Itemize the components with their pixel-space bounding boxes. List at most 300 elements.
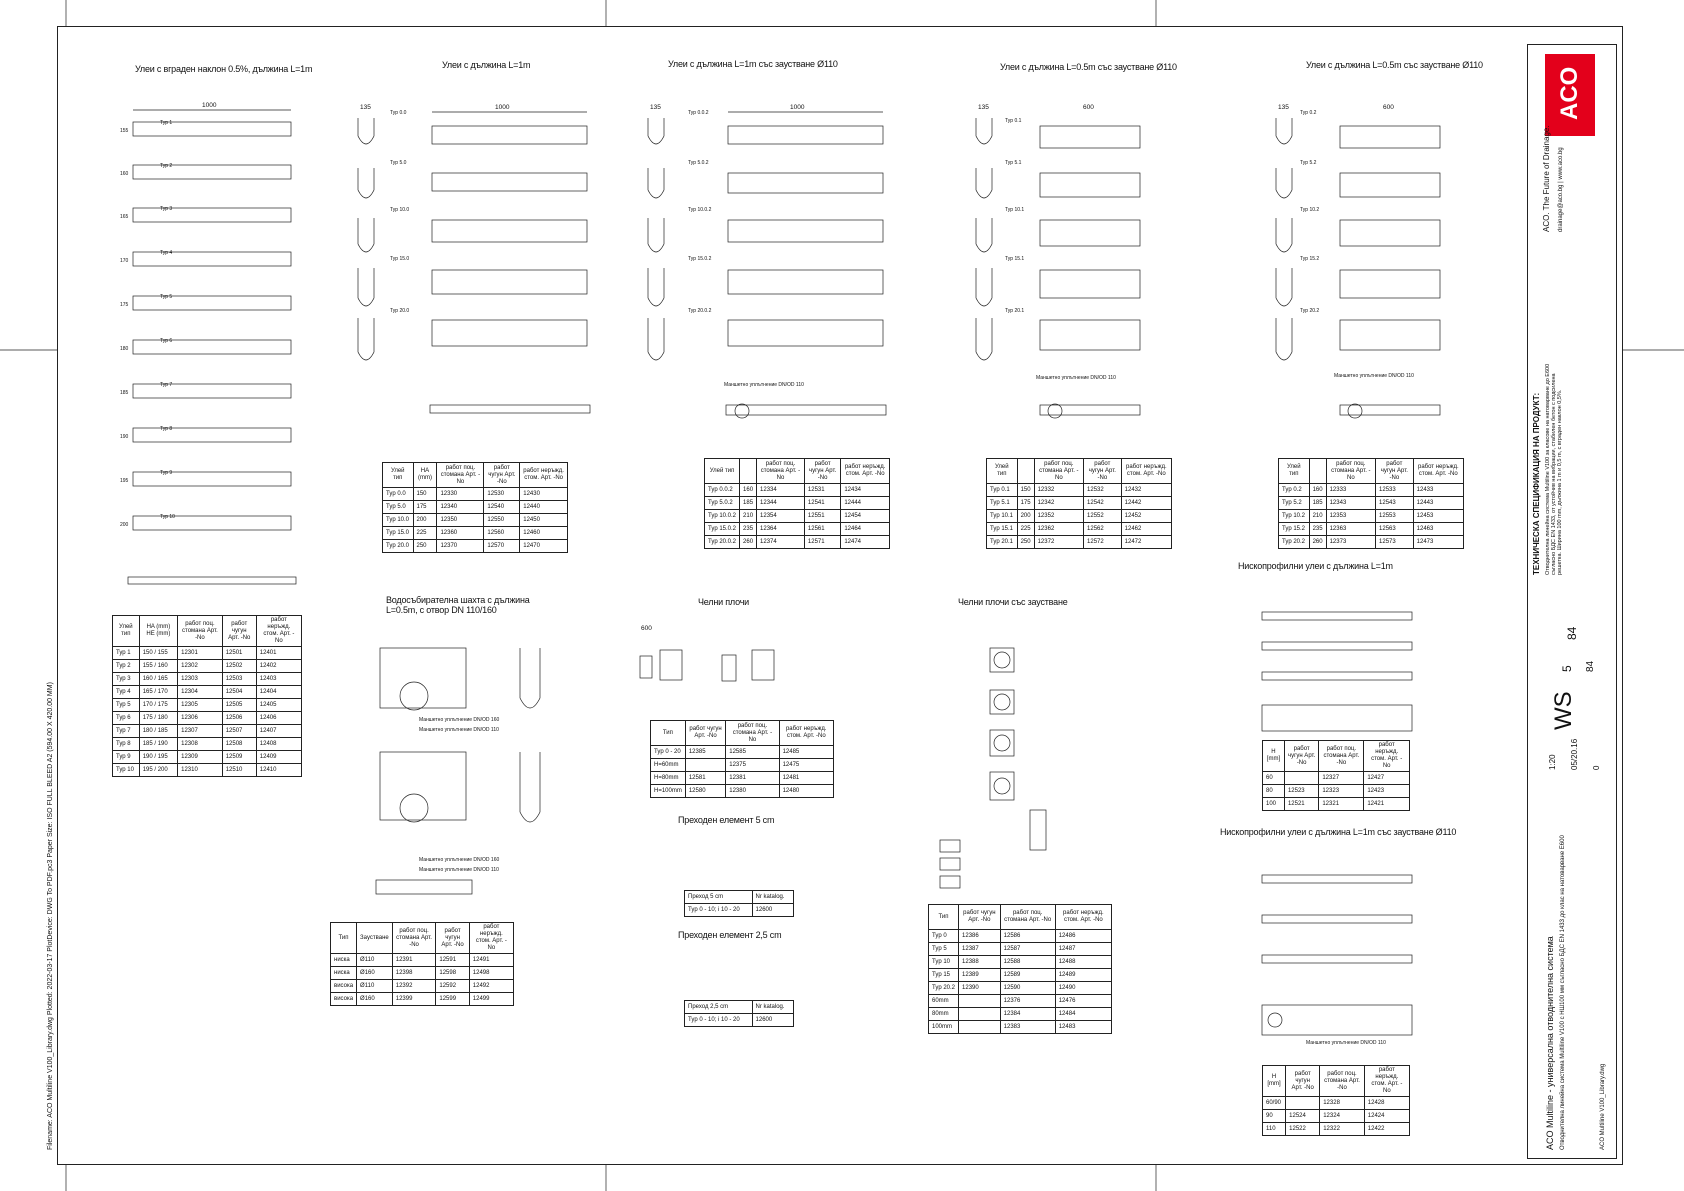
table-cell: 12563 [1376,523,1414,536]
tagline: ACO. The Future of Drainage. [1542,125,1551,232]
dim-600-shaft: 600 [641,625,652,632]
table-cell: 12586 [1000,930,1055,943]
table-row [651,746,834,759]
table-row [113,751,302,764]
table-cell: 12410 [256,764,301,777]
table-cell: 80 [1263,785,1285,798]
table-cell: 12323 [1319,785,1364,798]
table-cell: 12302 [178,660,223,673]
table-cell: Typ 20.0.2 [705,536,740,549]
type-label: Тур 8 [160,426,173,432]
spec-heading: ТЕХНИЧЕСКА СПЕЦИФИКАЦИЯ НА ПРОДУКТ: [1532,392,1541,575]
table-row [929,995,1112,1008]
table-cell: 210 [1309,510,1326,523]
table-cell: 12541 [804,497,840,510]
table-cell: 150 [413,488,437,501]
type-label: Тур 3 [160,206,173,212]
table-cell: 12485 [779,746,833,759]
table-cell: 12540 [484,501,520,514]
table-header-row: Тип работ чугун Арт. -No работ поц. стомана Арт. -No работ неръжд. стом. Арт. -No [651,721,834,746]
gasket-label: Маншетно уплътнение DN/OD 110 [1306,1040,1386,1046]
table-cell: 12444 [841,497,890,510]
table-row [331,954,514,967]
gasket-label: Маншетно уплътнение DN/OD 110 [419,727,499,733]
table-cell: ниска [331,954,357,967]
table-cell: 250 [1017,536,1034,549]
table-cell: 12498 [469,967,513,980]
table-row [1263,1123,1410,1136]
gasket-label: Маншетно уплътнение DN/OD 110 [1036,375,1116,381]
table-cell: Typ 0.0 [383,488,414,501]
table-cell: 12422 [1364,1123,1409,1136]
table-row [113,764,302,777]
table-cell: 200 [413,514,437,527]
table-cell: 12389 [959,969,1001,982]
table-cell: 12532 [1084,484,1122,497]
table-cell: 12406 [256,712,301,725]
table-header-row: Улей тип HA (mm) HE (mm) работ поц. стомана Арт. -No работ чугун Арт. -No работ неръжд. стом. Арт. -No [113,616,302,647]
table-cell: 12303 [178,673,223,686]
table-cell: 12333 [1326,484,1375,497]
dim-600-c5: 600 [1383,104,1394,111]
table-cell: 80mm [929,1008,959,1021]
table-cell: 12321 [1319,798,1364,811]
dim-135-c5: 135 [1278,104,1289,111]
table-cell: 155 / 160 [139,660,177,673]
title-endplates: Челни плочи [698,597,750,607]
table-cell: Typ 0 [929,930,959,943]
table-row [929,1008,1112,1021]
type-label: Typ 15.0 [390,256,410,262]
table-cell: Typ 20.1 [987,536,1018,549]
table-cell [959,995,1001,1008]
table-cell: Typ 10.0.2 [705,510,740,523]
type-label: Typ 5.0.2 [688,160,709,166]
table-cell: 12588 [1000,956,1055,969]
table-cell: 12502 [222,660,256,673]
table-cell: 12307 [178,725,223,738]
table-row [987,523,1172,536]
table-cell: Typ 0 - 10; i 10 - 20 [685,1014,753,1027]
table-cell: 12492 [469,980,513,993]
table-cell: Typ 20.2 [929,982,959,995]
table-cell: 12507 [222,725,256,738]
table-cell: 12452 [1121,510,1171,523]
type-label: Тур 2 [160,163,173,169]
table-row [651,785,834,798]
table-cell: 12404 [256,686,301,699]
table-header-row: Тип Заустване работ поц. стомана Арт. -No работ чугун Арт. -No работ неръжд. стом. Арт. -No [331,923,514,954]
table-cell: Typ 5.0 [383,501,414,514]
table-row [1263,798,1410,811]
table-cell: 12304 [178,686,223,699]
table-endplates [650,720,834,798]
table-cell: 12472 [1121,536,1171,549]
table-l05-b [1278,458,1464,549]
table-slope [112,615,302,777]
table-l1-outlet [704,458,890,549]
table-cell: Typ 5.2 [1279,497,1310,510]
type-label: Typ 0.2 [1300,110,1317,116]
table-lowprofile-outlet [1262,1065,1410,1136]
type-label: Typ 20.2 [1300,308,1320,314]
table-cell: 12481 [779,772,833,785]
table-cell: Typ 10 [929,956,959,969]
type-label: Typ 15.0.2 [688,256,712,262]
table-shaft [330,922,514,1006]
type-label: Typ 10.2 [1300,207,1320,213]
table-row [929,1021,1112,1034]
table-cell: 12464 [841,523,890,536]
table-cell [959,1021,1001,1034]
type-label: Тур 9 [160,470,173,476]
table-cell: 12342 [1034,497,1083,510]
table-cell: 12551 [804,510,840,523]
table-cell: 12332 [1034,484,1083,497]
height-label: 190 [120,434,129,440]
table-transition-5 [684,890,794,917]
height-label: 200 [120,522,129,528]
table-row [113,673,302,686]
dim-1000-c2: 1000 [495,104,510,111]
table-cell: Тур 7 [113,725,140,738]
table-cell: 12460 [520,527,568,540]
title-l1-outlet: Улеи с дължина L=1m със заустване Ø110 [668,59,838,69]
table-cell: 12592 [436,980,469,993]
table-cell: 12334 [757,484,805,497]
height-label: 175 [120,302,129,308]
spec-text: Отводнителна линейна система Multiline V100 за класове на натоварване до E600 съгласно БДС EN 1433, от устойчив на вибрации, стабилен бетон с подсилена решетка. Ширина 100 mm, дължина 1 m и 0,5 m, с вграден наклон 0,5%. [1545,363,1563,575]
table-cell: 12408 [256,738,301,751]
table-cell: Тур 1 [113,647,140,660]
table-cell: 12560 [484,527,520,540]
table-cell: 12522 [1286,1123,1320,1136]
table-cell: 12388 [959,956,1001,969]
table-cell: 235 [740,523,757,536]
title-shaft: Водосъбирателна шахта с дължина L=0.5m, с отвор DN 110/160 [386,595,530,615]
table-row [685,1014,794,1027]
table-row [987,510,1172,523]
drawing-subtitle: Отводнителна линейна система Multiline V100 с НШ100 мм съгласно БДС EN 1433 до клас на натоварване E600 [1560,835,1566,1150]
table-header-row: Улей тип работ поц. стомана Арт. -No работ чугун Арт. -No работ неръжд. стом. Арт. -No [705,459,890,484]
table-cell: 12428 [1364,1097,1409,1110]
table-row [1279,536,1464,549]
type-label: Typ 10.1 [1005,207,1025,213]
table-cell: Ø110 [357,980,393,993]
type-label: Typ 20.0.2 [688,308,712,314]
type-label: Тур 10 [160,514,175,520]
table-cell: 195 / 200 [139,764,177,777]
table-cell: 12487 [1055,943,1111,956]
title-l05-a: Улеи с дължина L=0.5m със заустване Ø110 [1000,62,1177,72]
table-cell: 12523 [1284,785,1318,798]
table-cell: 12309 [178,751,223,764]
table-cell: 12434 [841,484,890,497]
type-label: Typ 15.1 [1005,256,1025,262]
table-endplates-outlet [928,904,1112,1034]
table-cell: Typ 0 - 20 [651,746,686,759]
table-row [705,536,890,549]
table-cell: 12363 [1326,523,1375,536]
table-row [705,497,890,510]
table-cell: 12402 [256,660,301,673]
table-cell: 12424 [1364,1110,1409,1123]
table-cell: 12580 [685,785,725,798]
table-cell: 12398 [392,967,436,980]
table-cell: 12503 [222,673,256,686]
table-cell: 12450 [520,514,568,527]
gasket-label: Маншетно уплътнение DN/OD 160 [419,717,500,723]
table-cell: Typ 5 [929,943,959,956]
table-cell: 175 [413,501,437,514]
title-block [1527,44,1617,1159]
drawing-title: ACO Multiline - универсална отводнителна система [1545,936,1555,1150]
table-cell: 250 [413,540,437,553]
table-row [1279,484,1464,497]
table-l1 [382,462,568,553]
table-header-row: Улей тип HA (mm) работ поц. стомана Арт. -No работ чугун Арт. -No работ неръжд. стом. Арт. -No [383,463,568,488]
aco-logo: ACO [1545,54,1595,136]
table-row [1279,497,1464,510]
table-cell: 12350 [437,514,484,527]
table-cell: 12476 [1055,995,1111,1008]
table-row [929,982,1112,995]
title-transition-5: Преходен елемент 5 cm [678,815,775,825]
title-slope: Улеи с вграден наклон 0.5%, дължина L=1m [135,64,313,74]
contact: drainage@aco.bg | www.aco.bg [1558,147,1564,232]
table-cell: 90 [1263,1110,1286,1123]
table-cell: 12550 [484,514,520,527]
dim-600-c4: 600 [1083,104,1094,111]
table-cell: 12484 [1055,1008,1111,1021]
table-cell: 175 / 180 [139,712,177,725]
table-cell: 12306 [178,712,223,725]
table-row [651,759,834,772]
table-cell: 12374 [757,536,805,549]
table-cell: Typ 15.1 [987,523,1018,536]
table-row [1279,523,1464,536]
table-row [113,712,302,725]
table-row [929,956,1112,969]
table-header-row: Улей тип работ поц. стомана Арт. -No работ чугун Арт. -No работ неръжд. стом. Арт. -No [1279,459,1464,484]
table-cell: Typ 15.0 [383,527,414,540]
table-cell: 12480 [779,785,833,798]
table-cell: 12542 [1084,497,1122,510]
table-row [383,527,568,540]
table-cell: 180 / 185 [139,725,177,738]
table-cell: Typ 20.2 [1279,536,1310,549]
table-cell: 12327 [1319,772,1364,785]
table-cell: 150 / 155 [139,647,177,660]
type-label: Typ 0.1 [1005,118,1022,124]
table-cell: 12499 [469,993,513,1006]
table-cell: 200 [1017,510,1034,523]
table-cell: 12421 [1364,798,1410,811]
table-cell: 12591 [436,954,469,967]
table-cell: 12376 [1000,995,1055,1008]
table-cell: 12600 [752,904,793,917]
table-cell: 12486 [1055,930,1111,943]
table-cell: 12475 [779,759,833,772]
table-cell: 160 [740,484,757,497]
height-label: 165 [120,214,129,220]
table-row [987,497,1172,510]
table-cell: 12430 [520,488,568,501]
type-label: Typ 0.0.2 [688,110,709,116]
table-cell: 12385 [685,746,725,759]
table-cell: 12509 [222,751,256,764]
table-row [383,540,568,553]
table-cell: 12372 [1034,536,1083,549]
height-label: 160 [120,171,129,177]
table-cell: 12352 [1034,510,1083,523]
table-cell: 12399 [392,993,436,1006]
table-cell: 12581 [685,772,725,785]
table-cell: Ø110 [357,954,393,967]
table-cell: Typ 5.0.2 [705,497,740,510]
table-cell: 185 [740,497,757,510]
table-row [1279,510,1464,523]
table-cell: 12440 [520,501,568,514]
table-cell: 12473 [1413,536,1463,549]
table-cell: Тур 5 [113,699,140,712]
table-row [331,980,514,993]
table-cell: H=80mm [651,772,686,785]
type-label: Typ 10.0 [390,207,410,213]
table-row [383,501,568,514]
gasket-label: Маншетно уплътнение DN/OD 110 [419,867,499,873]
table-cell: 12381 [726,772,779,785]
table-header-row: H [mm] работ чугун Арт. -No работ поц. стомана Арт. -No работ неръжд. стом. Арт. -No [1263,741,1410,772]
table-cell: 260 [1309,536,1326,549]
type-label: Typ 20.1 [1005,308,1025,314]
table-cell: 12572 [1084,536,1122,549]
table-cell: Typ 0.2 [1279,484,1310,497]
table-cell: 12330 [437,488,484,501]
table-cell: 12587 [1000,943,1055,956]
table-cell: 12510 [222,764,256,777]
table-cell: 12324 [1320,1110,1365,1123]
dim-1000-c1: 1000 [202,102,217,109]
table-cell: 12380 [726,785,779,798]
table-header-row: Преход 5 cm Nr katalog. [685,891,794,904]
table-row [383,488,568,501]
table-cell: 160 [1309,484,1326,497]
height-label: 195 [120,478,129,484]
table-row [1263,772,1410,785]
table-cell: 12401 [256,647,301,660]
table-cell: 12590 [1000,982,1055,995]
table-row [113,738,302,751]
type-label: Тур 6 [160,338,173,344]
table-cell: 12354 [757,510,805,523]
table-cell: 160 / 165 [139,673,177,686]
table-row [113,699,302,712]
table-cell: 12423 [1364,785,1410,798]
table-cell: 12433 [1413,484,1463,497]
table-cell: 12562 [1084,523,1122,536]
table-cell: 185 / 190 [139,738,177,751]
title-l1: Улеи с дължина L=1m [442,60,531,70]
table-cell: 12344 [757,497,805,510]
title-transition-25: Преходен елемент 2,5 cm [678,930,782,940]
plot-info: Filename: ACO Multiline V100_Library.dwg Plotted: 2022-03-17 PlotDevice: DWG To PDF.pc3 Paper Size: ISO FULL BLEED A2 (594.00 X 420.00 MM) [47,682,54,1150]
table-cell: 60mm [929,995,959,1008]
table-cell: висока [331,980,357,993]
table-cell: 225 [413,527,437,540]
table-cell: 12453 [1413,510,1463,523]
table-cell: Typ 15.0.2 [705,523,740,536]
table-cell: 12463 [1413,523,1463,536]
table-cell: Typ 0.1 [987,484,1018,497]
table-cell: 12308 [178,738,223,751]
table-cell: 185 [1309,497,1326,510]
table-cell: 12407 [256,725,301,738]
sheet-code: WS [1550,691,1577,730]
table-cell: Тур 2 [113,660,140,673]
table-cell: 12373 [1326,536,1375,549]
table-cell: 210 [740,510,757,523]
dim-1000-c3: 1000 [790,104,805,111]
table-row [929,930,1112,943]
table-cell: 12552 [1084,510,1122,523]
table-cell: 12524 [1286,1110,1320,1123]
table-cell: 12501 [222,647,256,660]
table-cell: Тур 10 [113,764,140,777]
table-cell [1284,772,1318,785]
table-cell: 190 / 195 [139,751,177,764]
table-cell: 12543 [1376,497,1414,510]
date: 05/20.16 [1570,738,1579,770]
table-cell: Тур 9 [113,751,140,764]
table-cell: Ø160 [357,993,393,1006]
table-cell: 12383 [1000,1021,1055,1034]
table-transition-25 [684,1000,794,1027]
table-cell: 12310 [178,764,223,777]
table-row [705,484,890,497]
table-cell: 12589 [1000,969,1055,982]
gasket-label: Маншетно уплътнение DN/OD 110 [1334,373,1414,379]
table-cell: 60 [1263,772,1285,785]
table-cell: 12391 [392,954,436,967]
type-label: Тур 1 [160,120,173,126]
table-cell: Typ 0.0.2 [705,484,740,497]
type-label: Typ 5.1 [1005,160,1022,166]
table-cell: Typ 5.1 [987,497,1018,510]
table-cell: Typ 20.0 [383,540,414,553]
table-cell: 60/90 [1263,1097,1286,1110]
table-row [929,943,1112,956]
table-cell: Тур 8 [113,738,140,751]
table-row [1263,1097,1410,1110]
table-cell: 12573 [1376,536,1414,549]
table-cell: Typ 15.2 [1279,523,1310,536]
table-cell: 12474 [841,536,890,549]
table-cell: 12375 [726,759,779,772]
table-cell: 12360 [437,527,484,540]
dim-135-c4: 135 [978,104,989,111]
table-cell: 12403 [256,673,301,686]
table-cell: 12571 [804,536,840,549]
gasket-label: Маншетно уплътнение DN/OD 160 [419,857,500,863]
table-cell: 12508 [222,738,256,751]
table-cell: Typ 10.2 [1279,510,1310,523]
table-row [113,686,302,699]
table-header-row: H [mm] работ чугун Арт. -No работ поц. стомана Арт. -No работ неръжд. стом. Арт. -No [1263,1066,1410,1097]
table-cell: 12364 [757,523,805,536]
table-cell: Typ 10.0 [383,514,414,527]
table-lowprofile [1262,740,1410,811]
